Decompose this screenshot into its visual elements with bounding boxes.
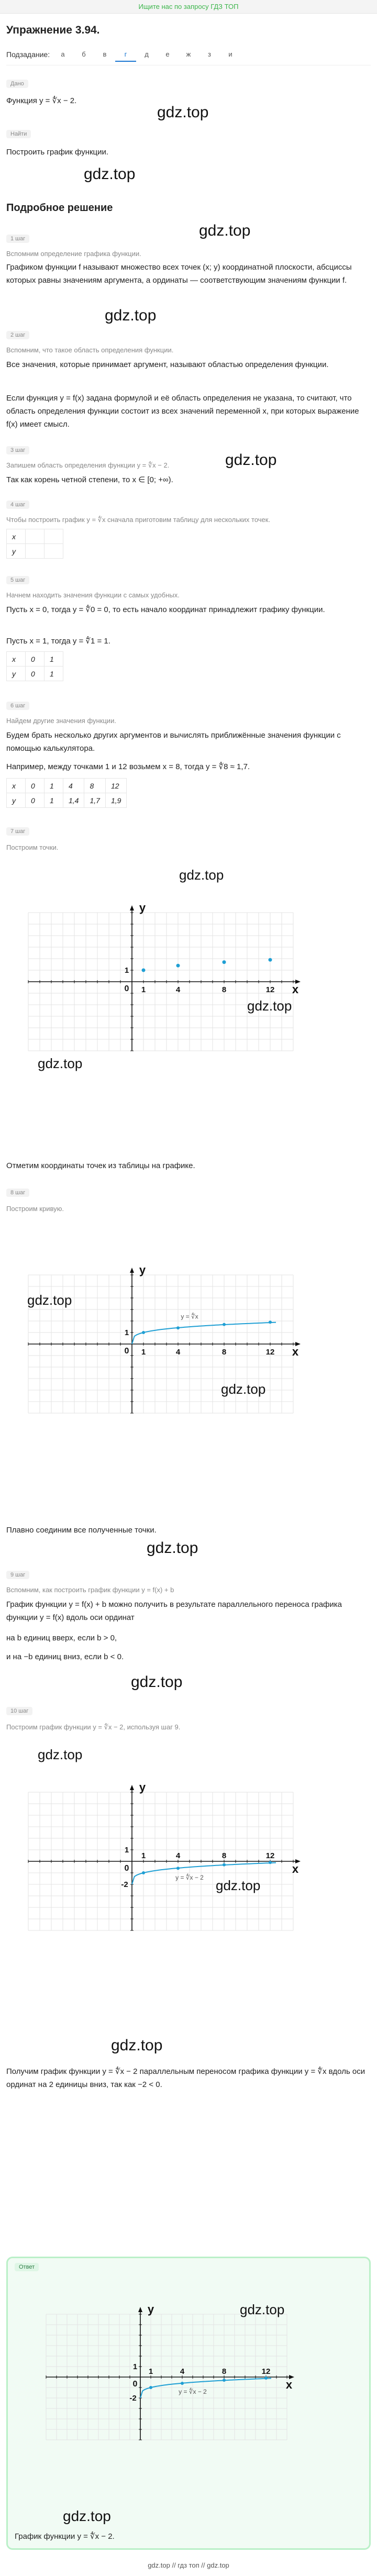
table-cell: 1,9 bbox=[105, 793, 126, 808]
step-5-text-2: Пусть x = 1, тогда y = ∜1 = 1. bbox=[6, 637, 110, 646]
table-row bbox=[7, 779, 127, 793]
table-row bbox=[7, 529, 63, 544]
chart-2 bbox=[6, 1221, 371, 1514]
step-6-text-2: Например, между точками 1 и 12 возьмем x = 8, тогда y = ∜8 ≈ 1,7. bbox=[6, 762, 250, 771]
subtask-tabs bbox=[52, 50, 241, 62]
watermark: gdz.top bbox=[240, 2302, 285, 2317]
y-axis-label: y bbox=[139, 1263, 146, 1276]
data-point bbox=[142, 1871, 145, 1874]
curve-label: y = ∜x − 2 bbox=[175, 1874, 204, 1882]
function-curve bbox=[132, 1323, 276, 1344]
y-tick-label: 1 bbox=[124, 1328, 129, 1337]
step-4-tag: 4 шаг bbox=[6, 501, 29, 509]
table-row bbox=[7, 793, 127, 808]
y-axis-arrow bbox=[130, 905, 134, 911]
y-axis-label: y bbox=[147, 2303, 154, 2316]
watermark: gdz.top bbox=[63, 2508, 111, 2524]
watermark: gdz.top bbox=[179, 867, 224, 883]
step-5-tag: 5 шаг bbox=[6, 576, 29, 584]
x-tick-label: 12 bbox=[265, 1348, 275, 1357]
table-cell: x bbox=[7, 779, 26, 793]
step-8-tag: 8 шаг bbox=[6, 1189, 29, 1197]
table-cell: y bbox=[7, 544, 26, 559]
data-point bbox=[181, 2382, 184, 2385]
step-9-hint: Вспомним, как построить график функции y = f(x) + b bbox=[6, 1586, 174, 1594]
subtasks-label: Подзадание: bbox=[6, 50, 50, 59]
step-2-tag: 2 шаг bbox=[6, 331, 29, 339]
y-tick-label: 1 bbox=[132, 2362, 138, 2371]
x-tick-label: 4 bbox=[175, 1348, 181, 1357]
watermark: gdz.top bbox=[221, 1381, 266, 1397]
watermark: gdz.top bbox=[216, 1878, 261, 1893]
step-2-text-1: Все значения, которые принимает аргумент, называют областью определения функции. bbox=[6, 360, 329, 369]
data-point bbox=[176, 1326, 180, 1329]
y-axis-arrow bbox=[130, 1268, 134, 1273]
tab-zh[interactable]: ж bbox=[186, 50, 191, 58]
data-point bbox=[142, 1331, 145, 1334]
step-5-hint: Начнем находить значения функции с самых удобных. bbox=[6, 591, 180, 599]
curve-label: y = ∜x bbox=[181, 1313, 198, 1320]
y-tick-label: 1 bbox=[124, 1846, 129, 1855]
y-axis-arrow bbox=[138, 2307, 142, 2312]
tab-z[interactable]: з bbox=[208, 50, 211, 58]
watermark: gdz.top bbox=[131, 1673, 183, 1691]
tab-d[interactable]: д bbox=[145, 50, 149, 58]
tab-a[interactable]: а bbox=[61, 50, 65, 58]
table-cell: x bbox=[7, 529, 26, 544]
step-7-note: Отметим координаты точек из таблицы на графике. bbox=[6, 1161, 195, 1170]
step-2-hint: Вспомним, что такое область определения функции. bbox=[6, 346, 174, 354]
step-9-text-3: и на −b единиц вниз, если b < 0. bbox=[6, 1652, 124, 1661]
step-4-table bbox=[6, 529, 63, 559]
x-tick-label: 8 bbox=[221, 985, 227, 994]
table-row bbox=[7, 652, 63, 667]
step-3-text: Так как корень четной степени, то x ∈ [0; +∞). bbox=[6, 475, 173, 484]
watermark: gdz.top bbox=[84, 165, 136, 183]
x-tick-label: 8 bbox=[221, 1348, 227, 1357]
table-cell: 8 bbox=[84, 779, 105, 793]
table-cell: 0 bbox=[26, 667, 45, 681]
tab-e[interactable]: е bbox=[165, 50, 170, 58]
origin-label: 0 bbox=[124, 1864, 129, 1873]
tab-i[interactable]: и bbox=[228, 50, 232, 58]
step-6-tag: 6 шаг bbox=[6, 702, 29, 710]
answer-caption: График функции y = ∜x − 2. bbox=[15, 2532, 115, 2541]
data-point bbox=[142, 969, 146, 972]
step-10-tag: 10 шаг bbox=[6, 1707, 32, 1715]
step-1-hint: Вспомним определение графика функции. bbox=[6, 250, 141, 258]
table-row bbox=[7, 667, 63, 681]
watermark: gdz.top bbox=[111, 2037, 163, 2054]
given-tag: Дано bbox=[6, 80, 28, 88]
step-1-tag: 1 шаг bbox=[6, 235, 29, 243]
tab-v[interactable]: в bbox=[103, 50, 107, 58]
watermark: gdz.top bbox=[38, 1747, 83, 1762]
table-cell: 0 bbox=[26, 779, 45, 793]
tab-g[interactable]: г bbox=[115, 50, 136, 62]
step-7-hint: Построим точки. bbox=[6, 843, 59, 851]
origin-label: 0 bbox=[124, 984, 129, 993]
chart-1 bbox=[6, 859, 371, 1152]
footer: gdz.top // гдз топ // gdz.top bbox=[148, 2561, 229, 2569]
x-tick-label: 4 bbox=[180, 2367, 185, 2376]
answer-chart bbox=[15, 2278, 362, 2503]
data-point bbox=[269, 1320, 272, 1324]
step-9-tag: 9 шаг bbox=[6, 1571, 29, 1579]
data-point bbox=[176, 1867, 180, 1870]
y-axis-label: y bbox=[139, 1781, 146, 1794]
top-banner-link[interactable]: Ищите нас по запросу ГДЗ ТОП bbox=[138, 3, 239, 10]
table-cell: 0 bbox=[26, 793, 45, 808]
x-tick-label: 1 bbox=[141, 1851, 146, 1860]
step-4-hint: Чтобы построить график y = ∜x сначала приготовим таблицу для нескольких точек. bbox=[6, 516, 271, 524]
table-cell: y bbox=[7, 793, 26, 808]
data-point bbox=[176, 964, 180, 968]
table-cell: 1 bbox=[45, 779, 63, 793]
step-6-text-1: Будем брать несколько других аргументов и вычислять приближённые значения функции с помощью калькулятора. bbox=[6, 731, 341, 753]
x-tick-label: 1 bbox=[141, 1348, 146, 1357]
data-point bbox=[223, 1863, 226, 1867]
watermark: gdz.top bbox=[199, 222, 251, 239]
step-10-hint: Построим график функции y = ∜x − 2, используя шаг 9. bbox=[6, 1723, 181, 1731]
curve-label: y = ∜x − 2 bbox=[179, 2388, 207, 2395]
x-axis-label: x bbox=[292, 1862, 299, 1875]
y-axis-arrow bbox=[130, 1785, 134, 1790]
chart-3 bbox=[6, 1738, 371, 2031]
x-tick-label: 12 bbox=[261, 2367, 271, 2376]
step-5-table bbox=[6, 651, 63, 681]
origin-label: 0 bbox=[132, 2380, 138, 2389]
step-1-text: Графиком функции f называют множество всех точек (x; y) координатной плоскости, абсциссы которых равны значениям аргумента, а ординаты — соответствующим значениям функции f. bbox=[6, 263, 352, 285]
x-tick-label: 8 bbox=[221, 2367, 227, 2376]
table-cell: 1 bbox=[45, 793, 63, 808]
watermark: gdz.top bbox=[38, 1056, 83, 1071]
y-tick-label: -2 bbox=[129, 2394, 137, 2403]
x-tick-label: 1 bbox=[141, 985, 146, 994]
top-banner bbox=[0, 0, 377, 14]
step-5-text-1: Пусть x = 0, тогда y = ∜0 = 0, то есть начало координат принадлежит графику функции. bbox=[6, 605, 325, 614]
step-7-tag: 7 шаг bbox=[6, 827, 29, 836]
y-tick-label: -2 bbox=[121, 1880, 128, 1889]
table-cell: 0 bbox=[26, 652, 45, 667]
watermark: gdz.top bbox=[247, 998, 292, 1014]
step-3-tag: 3 шаг bbox=[6, 446, 29, 454]
table-cell: x bbox=[7, 652, 26, 667]
step-8-hint: Построим кривую. bbox=[6, 1205, 64, 1213]
data-point bbox=[223, 1323, 226, 1326]
x-tick-label: 4 bbox=[175, 1851, 181, 1860]
origin-label: 0 bbox=[124, 1347, 129, 1356]
table-cell: 1,7 bbox=[84, 793, 105, 808]
y-tick-label: 1 bbox=[124, 966, 129, 975]
table-row bbox=[7, 544, 63, 559]
step-9-text-2: на b единиц вверх, если b > 0, bbox=[6, 1634, 117, 1642]
step-10-note: Получим график функции y = ∜x − 2 параллельным переносом графика функции y = ∜x вдоль оси ординат на 2 единицы вниз, так как −2 < 0. bbox=[6, 2067, 365, 2089]
table-cell: y bbox=[7, 667, 26, 681]
step-6-hint: Найдем другие значения функции. bbox=[6, 717, 116, 725]
x-tick-label: 12 bbox=[265, 985, 275, 994]
find-text: Построить график функции. bbox=[6, 148, 109, 157]
x-axis-label: x bbox=[292, 983, 299, 996]
x-tick-label: 4 bbox=[175, 985, 181, 994]
data-point bbox=[149, 2386, 152, 2389]
answer-tag: Ответ bbox=[15, 2263, 39, 2271]
table-cell: 1 bbox=[45, 652, 63, 667]
x-axis-label: x bbox=[292, 1345, 299, 1358]
table-cell: 12 bbox=[105, 779, 126, 793]
step-3-hint: Запишем область определения функции y = ∜x − 2. bbox=[6, 461, 170, 469]
watermark: gdz.top bbox=[225, 451, 277, 469]
tab-b[interactable]: б bbox=[82, 50, 86, 58]
data-point bbox=[223, 960, 226, 964]
step-6-table bbox=[6, 778, 127, 808]
data-point bbox=[264, 2377, 268, 2380]
watermark: gdz.top bbox=[105, 307, 157, 324]
watermark: gdz.top bbox=[147, 1539, 198, 1557]
data-point bbox=[269, 958, 272, 962]
step-9-text-1: График функции y = f(x) + b можно получить в результате параллельного переноса графика функции y = f(x) вдоль оси ординат bbox=[6, 1600, 342, 1622]
data-point bbox=[269, 1861, 272, 1864]
find-tag: Найти bbox=[6, 130, 31, 138]
page-title: Упражнение 3.94. bbox=[6, 24, 100, 36]
step-2-text-2: Если функция y = f(x) задана формулой и её область определения не указана, то считают, что область определения функции состоит из всех значений переменной x, при которых выражение f(x) имеет смысл. bbox=[6, 394, 359, 429]
table-cell: 1 bbox=[45, 667, 63, 681]
watermark: gdz.top bbox=[157, 104, 209, 121]
table-cell: 1,4 bbox=[63, 793, 84, 808]
watermark: gdz.top bbox=[27, 1292, 72, 1308]
y-axis-label: y bbox=[139, 901, 146, 914]
given-text: Функция y = ∜x − 2. bbox=[6, 96, 77, 105]
x-tick-label: 8 bbox=[221, 1851, 227, 1860]
x-axis-label: x bbox=[285, 2378, 293, 2391]
solution-title: Подробное решение bbox=[6, 202, 113, 214]
x-tick-label: 12 bbox=[265, 1851, 275, 1860]
step-8-note: Плавно соединим все полученные точки. bbox=[6, 1526, 157, 1535]
data-point bbox=[223, 2379, 226, 2382]
table-cell: 4 bbox=[63, 779, 84, 793]
x-tick-label: 1 bbox=[148, 2367, 153, 2376]
